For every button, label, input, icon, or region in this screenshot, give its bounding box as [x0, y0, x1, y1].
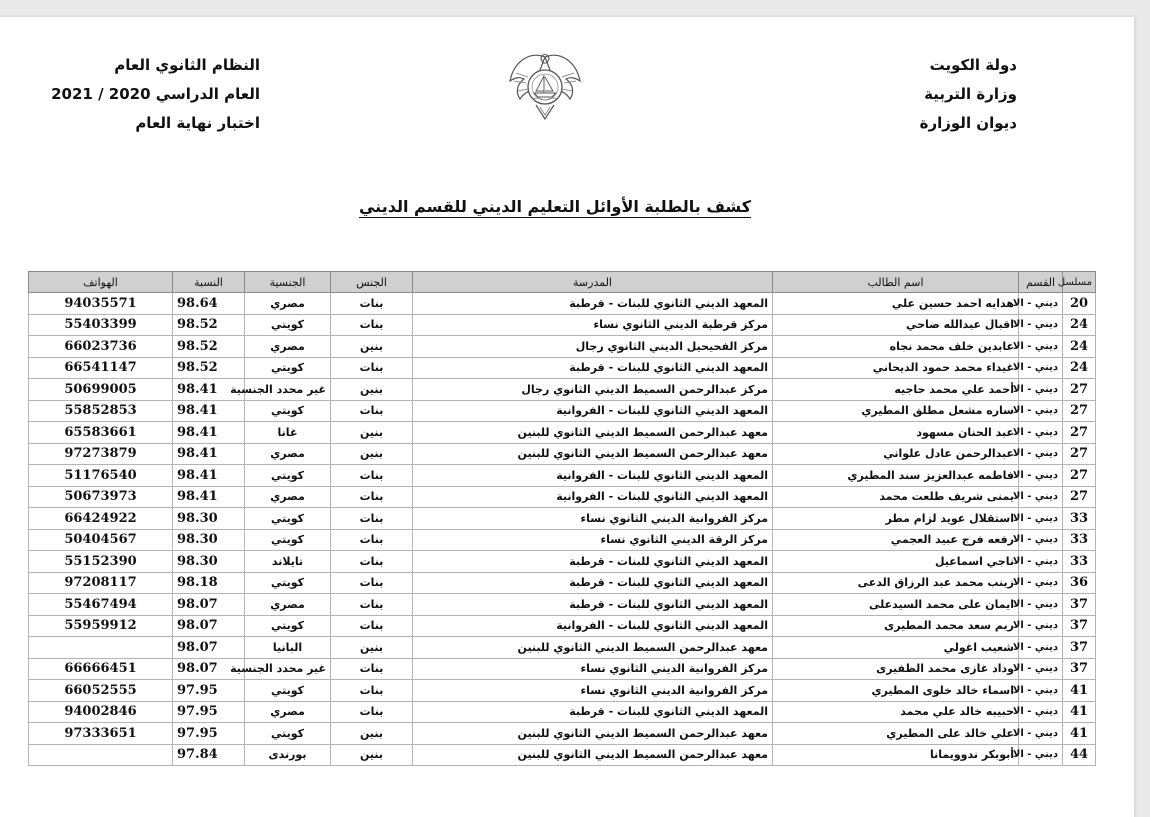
column-header-percentage: النسبة — [173, 272, 245, 293]
cell-dept: ديني - الا — [1019, 637, 1063, 659]
students-table — [28, 271, 1096, 766]
cell-percentage: 98.64 — [173, 293, 245, 315]
cell-phone: 97333651 — [29, 723, 173, 745]
cell-serial: 24 — [1063, 357, 1096, 379]
column-header-name: اسم الطالب — [773, 272, 1019, 293]
cell-gender: بنات — [331, 572, 413, 594]
cell-gender: بنات — [331, 529, 413, 551]
table-header-row — [29, 272, 1096, 293]
cell-school: مركز الفروانية الديني الثانوي نساء — [413, 508, 773, 530]
cell-school: مركز الفروانية الديني الثانوي نساء — [413, 658, 773, 680]
table-row — [29, 422, 1096, 444]
header-left — [30, 51, 260, 138]
cell-phone: 50673973 — [29, 486, 173, 508]
cell-percentage: 97.95 — [173, 723, 245, 745]
header-system: النظام الثانوي العام — [114, 56, 260, 74]
cell-percentage: 98.30 — [173, 508, 245, 530]
cell-school: مركز عبدالرحمن السميط الديني الثانوي رجال — [413, 379, 773, 401]
cell-dept: ديني - الا — [1019, 314, 1063, 336]
cell-serial: 24 — [1063, 314, 1096, 336]
kuwait-emblem-icon — [506, 47, 584, 125]
cell-serial: 27 — [1063, 443, 1096, 465]
cell-nationality: كويتي — [245, 465, 331, 487]
cell-dept: ديني - الا — [1019, 680, 1063, 702]
cell-percentage: 98.41 — [173, 465, 245, 487]
table-row — [29, 637, 1096, 659]
column-header-school: المدرسة — [413, 272, 773, 293]
header-office: ديوان الوزارة — [919, 114, 1017, 132]
table-row — [29, 379, 1096, 401]
table-row — [29, 508, 1096, 530]
cell-percentage: 98.52 — [173, 314, 245, 336]
cell-nationality: كويتي — [245, 572, 331, 594]
cell-serial: 37 — [1063, 594, 1096, 616]
cell-percentage: 98.30 — [173, 529, 245, 551]
cell-gender: بنات — [331, 486, 413, 508]
cell-phone — [29, 744, 173, 766]
cell-percentage: 97.95 — [173, 680, 245, 702]
cell-phone: 55959912 — [29, 615, 173, 637]
table-row — [29, 357, 1096, 379]
cell-percentage: 98.07 — [173, 615, 245, 637]
cell-nationality: كويتي — [245, 529, 331, 551]
table-row — [29, 744, 1096, 766]
cell-phone: 65583661 — [29, 422, 173, 444]
cell-nationality: مصري — [245, 486, 331, 508]
column-header-nationality: الجنسية — [245, 272, 331, 293]
cell-phone: 66052555 — [29, 680, 173, 702]
header-ministry: وزارة التربية — [924, 85, 1017, 103]
column-header-phone: الهواتف — [29, 272, 173, 293]
cell-dept: ديني - الا — [1019, 615, 1063, 637]
cell-school: معهد عبدالرحمن السميط الديني الثانوي للبنين — [413, 744, 773, 766]
cell-nationality: غير محدد الجنسية — [245, 658, 331, 680]
table-row — [29, 680, 1096, 702]
cell-percentage: 98.52 — [173, 357, 245, 379]
cell-dept: ديني - الا — [1019, 508, 1063, 530]
cell-school: مركز الفروانية الديني الثانوي نساء — [413, 680, 773, 702]
cell-student-name: حبيبه خالد علي محمد — [773, 701, 1019, 723]
table-row — [29, 658, 1096, 680]
table-row — [29, 465, 1096, 487]
cell-student-name: وداد غازى محمد الظفيرى — [773, 658, 1019, 680]
cell-nationality: البانيا — [245, 637, 331, 659]
cell-phone: 55467494 — [29, 594, 173, 616]
cell-student-name: غيداء محمد حمود الديحاني — [773, 357, 1019, 379]
cell-school: معهد عبدالرحمن السميط الديني الثانوي للبنين — [413, 637, 773, 659]
cell-dept: ديني - الا — [1019, 443, 1063, 465]
table-row — [29, 314, 1096, 336]
cell-percentage: 97.84 — [173, 744, 245, 766]
column-header-gender: الجنس — [331, 272, 413, 293]
cell-school: المعهد الديني الثانوي للبنات - الفروانية — [413, 615, 773, 637]
cell-student-name: اسماء خالد خلوى المطيري — [773, 680, 1019, 702]
cell-nationality: مصري — [245, 336, 331, 358]
cell-dept: ديني - الا — [1019, 701, 1063, 723]
cell-serial: 41 — [1063, 723, 1096, 745]
cell-student-name: يمنى شريف طلعت محمد — [773, 486, 1019, 508]
cell-phone: 94002846 — [29, 701, 173, 723]
cell-student-name: رفعه فرج عبيد العجمي — [773, 529, 1019, 551]
cell-school: المعهد الديني الثانوي للبنات - قرطبة — [413, 293, 773, 315]
cell-student-name: هدايه احمد حسين علي — [773, 293, 1019, 315]
cell-gender: بنات — [331, 680, 413, 702]
cell-student-name: عبدالرحمن عادل علواني — [773, 443, 1019, 465]
cell-serial: 36 — [1063, 572, 1096, 594]
cell-phone: 66666451 — [29, 658, 173, 680]
cell-school: مركز قرطبة الديني الثانوي نساء — [413, 314, 773, 336]
cell-serial: 33 — [1063, 508, 1096, 530]
cell-serial: 37 — [1063, 658, 1096, 680]
cell-phone: 66424922 — [29, 508, 173, 530]
cell-gender: بنات — [331, 314, 413, 336]
cell-school: المعهد الديني الثانوي للبنات - قرطبة — [413, 551, 773, 573]
cell-dept: ديني - الا — [1019, 723, 1063, 745]
cell-gender: بنات — [331, 357, 413, 379]
cell-school: المعهد الديني الثانوي للبنات - قرطبة — [413, 701, 773, 723]
cell-percentage: 98.41 — [173, 422, 245, 444]
cell-school: المعهد الديني الثانوي للبنات - الفروانية — [413, 465, 773, 487]
document-page — [0, 17, 1134, 817]
cell-nationality: غير محدد الجنسية — [245, 379, 331, 401]
cell-phone: 66023736 — [29, 336, 173, 358]
column-header-dept: القسم — [1019, 272, 1063, 293]
cell-school: المعهد الديني الثانوي للبنات - قرطبة — [413, 357, 773, 379]
cell-serial: 27 — [1063, 422, 1096, 444]
table-body — [29, 293, 1096, 766]
cell-school: المعهد الديني الثانوي للبنات - قرطبة — [413, 594, 773, 616]
cell-gender: بنين — [331, 443, 413, 465]
cell-nationality: بورندى — [245, 744, 331, 766]
cell-gender: بنين — [331, 422, 413, 444]
cell-school: معهد عبدالرحمن السميط الديني الثانوي للبنين — [413, 723, 773, 745]
table-row — [29, 723, 1096, 745]
cell-nationality: تايلاند — [245, 551, 331, 573]
document-title: كشف بالطلبة الأوائل التعليم الديني للقسم الديني — [358, 197, 752, 216]
cell-dept: ديني - الا — [1019, 658, 1063, 680]
table-row — [29, 701, 1096, 723]
header-country: دولة الكويت — [929, 56, 1017, 74]
cell-dept: ديني - الا — [1019, 293, 1063, 315]
cell-serial: 27 — [1063, 400, 1096, 422]
cell-serial: 27 — [1063, 465, 1096, 487]
cell-dept: ديني - الا — [1019, 379, 1063, 401]
cell-gender: بنات — [331, 551, 413, 573]
cell-school: المعهد الديني الثانوي للبنات - قرطبة — [413, 572, 773, 594]
cell-phone: 55852853 — [29, 400, 173, 422]
cell-percentage: 97.95 — [173, 701, 245, 723]
cell-dept: ديني - الا — [1019, 529, 1063, 551]
cell-gender: بنين — [331, 637, 413, 659]
table-row — [29, 400, 1096, 422]
cell-serial: 27 — [1063, 379, 1096, 401]
cell-percentage: 98.41 — [173, 379, 245, 401]
table-row — [29, 572, 1096, 594]
cell-dept: ديني - الا — [1019, 572, 1063, 594]
cell-dept: ديني - الا — [1019, 465, 1063, 487]
cell-school: المعهد الديني الثانوي للبنات - الفروانية — [413, 486, 773, 508]
cell-gender: بنين — [331, 744, 413, 766]
cell-nationality: كويتي — [245, 314, 331, 336]
cell-nationality: غانا — [245, 422, 331, 444]
cell-student-name: اقبال عبدالله ضاحي — [773, 314, 1019, 336]
column-header-serial: مسلسل — [1063, 272, 1096, 293]
cell-school: معهد عبدالرحمن السميط الديني الثانوي للبنين — [413, 443, 773, 465]
cell-percentage: 98.18 — [173, 572, 245, 594]
cell-phone: 51176540 — [29, 465, 173, 487]
table-row — [29, 529, 1096, 551]
cell-dept: ديني - الا — [1019, 744, 1063, 766]
cell-phone: 94035571 — [29, 293, 173, 315]
cell-gender: بنات — [331, 701, 413, 723]
cell-dept: ديني - الا — [1019, 400, 1063, 422]
cell-gender: بنات — [331, 508, 413, 530]
cell-serial: 37 — [1063, 637, 1096, 659]
cell-student-name: استقلال عويد لزام مطر — [773, 508, 1019, 530]
cell-student-name: أبوبكر ندوويمانا — [773, 744, 1019, 766]
cell-gender: بنين — [331, 336, 413, 358]
table-row — [29, 551, 1096, 573]
cell-school: مركز الرقة الديني الثانوي نساء — [413, 529, 773, 551]
cell-student-name: أحمد علي محمد حاجيه — [773, 379, 1019, 401]
cell-dept: ديني - الا — [1019, 486, 1063, 508]
cell-gender: بنات — [331, 293, 413, 315]
cell-phone: 50404567 — [29, 529, 173, 551]
table-row — [29, 615, 1096, 637]
cell-nationality: كويتي — [245, 357, 331, 379]
cell-gender: بنات — [331, 594, 413, 616]
cell-student-name: شعيب اغولي — [773, 637, 1019, 659]
cell-dept: ديني - الا — [1019, 594, 1063, 616]
header-exam: اختبار نهاية العام — [135, 114, 260, 132]
cell-student-name: عبد الحنان مسهود — [773, 422, 1019, 444]
cell-gender: بنات — [331, 465, 413, 487]
cell-nationality: مصري — [245, 443, 331, 465]
cell-phone: 66541147 — [29, 357, 173, 379]
cell-nationality: كويتي — [245, 615, 331, 637]
cell-student-name: ايمان على محمد السيدعلى — [773, 594, 1019, 616]
cell-student-name: ريم سعد محمد المطيرى — [773, 615, 1019, 637]
cell-nationality: مصري — [245, 701, 331, 723]
cell-gender: بنين — [331, 723, 413, 745]
cell-nationality: كويتي — [245, 680, 331, 702]
cell-student-name: فاطمه عبدالعزيز سند المطيري — [773, 465, 1019, 487]
cell-phone: 50699005 — [29, 379, 173, 401]
cell-school: المعهد الديني الثانوي للبنات - الفروانية — [413, 400, 773, 422]
cell-student-name: زينب محمد عبد الرزاق الدعى — [773, 572, 1019, 594]
header-right — [920, 51, 1017, 138]
cell-nationality: مصري — [245, 594, 331, 616]
header-academic-year: العام الدراسي 2020 / 2021 — [51, 85, 260, 103]
cell-percentage: 98.07 — [173, 637, 245, 659]
cell-phone: 97273879 — [29, 443, 173, 465]
cell-dept: ديني - الا — [1019, 422, 1063, 444]
cell-phone: 97208117 — [29, 572, 173, 594]
cell-percentage: 98.41 — [173, 443, 245, 465]
cell-gender: بنات — [331, 658, 413, 680]
cell-phone: 55403399 — [29, 314, 173, 336]
cell-serial: 37 — [1063, 615, 1096, 637]
cell-serial: 20 — [1063, 293, 1096, 315]
cell-gender: بنين — [331, 379, 413, 401]
cell-nationality: كويتي — [245, 723, 331, 745]
cell-percentage: 98.07 — [173, 594, 245, 616]
cell-serial: 33 — [1063, 529, 1096, 551]
cell-serial: 41 — [1063, 701, 1096, 723]
cell-percentage: 98.07 — [173, 658, 245, 680]
cell-dept: ديني - الا — [1019, 336, 1063, 358]
cell-gender: بنات — [331, 615, 413, 637]
cell-nationality: مصري — [245, 293, 331, 315]
cell-percentage: 98.41 — [173, 486, 245, 508]
cell-school: معهد عبدالرحمن السميط الديني الثانوي للبنين — [413, 422, 773, 444]
cell-percentage: 98.30 — [173, 551, 245, 573]
cell-serial: 33 — [1063, 551, 1096, 573]
cell-dept: ديني - الا — [1019, 357, 1063, 379]
cell-serial: 24 — [1063, 336, 1096, 358]
cell-school: مركز الفحيحيل الديني الثانوي رجال — [413, 336, 773, 358]
cell-nationality: كويتي — [245, 508, 331, 530]
cell-nationality: كويتي — [245, 400, 331, 422]
cell-percentage: 98.52 — [173, 336, 245, 358]
table-row — [29, 486, 1096, 508]
cell-serial: 44 — [1063, 744, 1096, 766]
cell-gender: بنات — [331, 400, 413, 422]
cell-phone — [29, 637, 173, 659]
table-row — [29, 293, 1096, 315]
cell-student-name: ساره مشعل مطلق المطيري — [773, 400, 1019, 422]
cell-serial: 41 — [1063, 680, 1096, 702]
table-row — [29, 336, 1096, 358]
table-row — [29, 594, 1096, 616]
cell-student-name: عابدين خلف محمد نجاه — [773, 336, 1019, 358]
cell-phone: 55152390 — [29, 551, 173, 573]
cell-student-name: علي خالد على المطيري — [773, 723, 1019, 745]
cell-serial: 27 — [1063, 486, 1096, 508]
cell-dept: ديني - الا — [1019, 551, 1063, 573]
cell-percentage: 98.41 — [173, 400, 245, 422]
table-row — [29, 443, 1096, 465]
cell-student-name: ناجي اسماعيل — [773, 551, 1019, 573]
